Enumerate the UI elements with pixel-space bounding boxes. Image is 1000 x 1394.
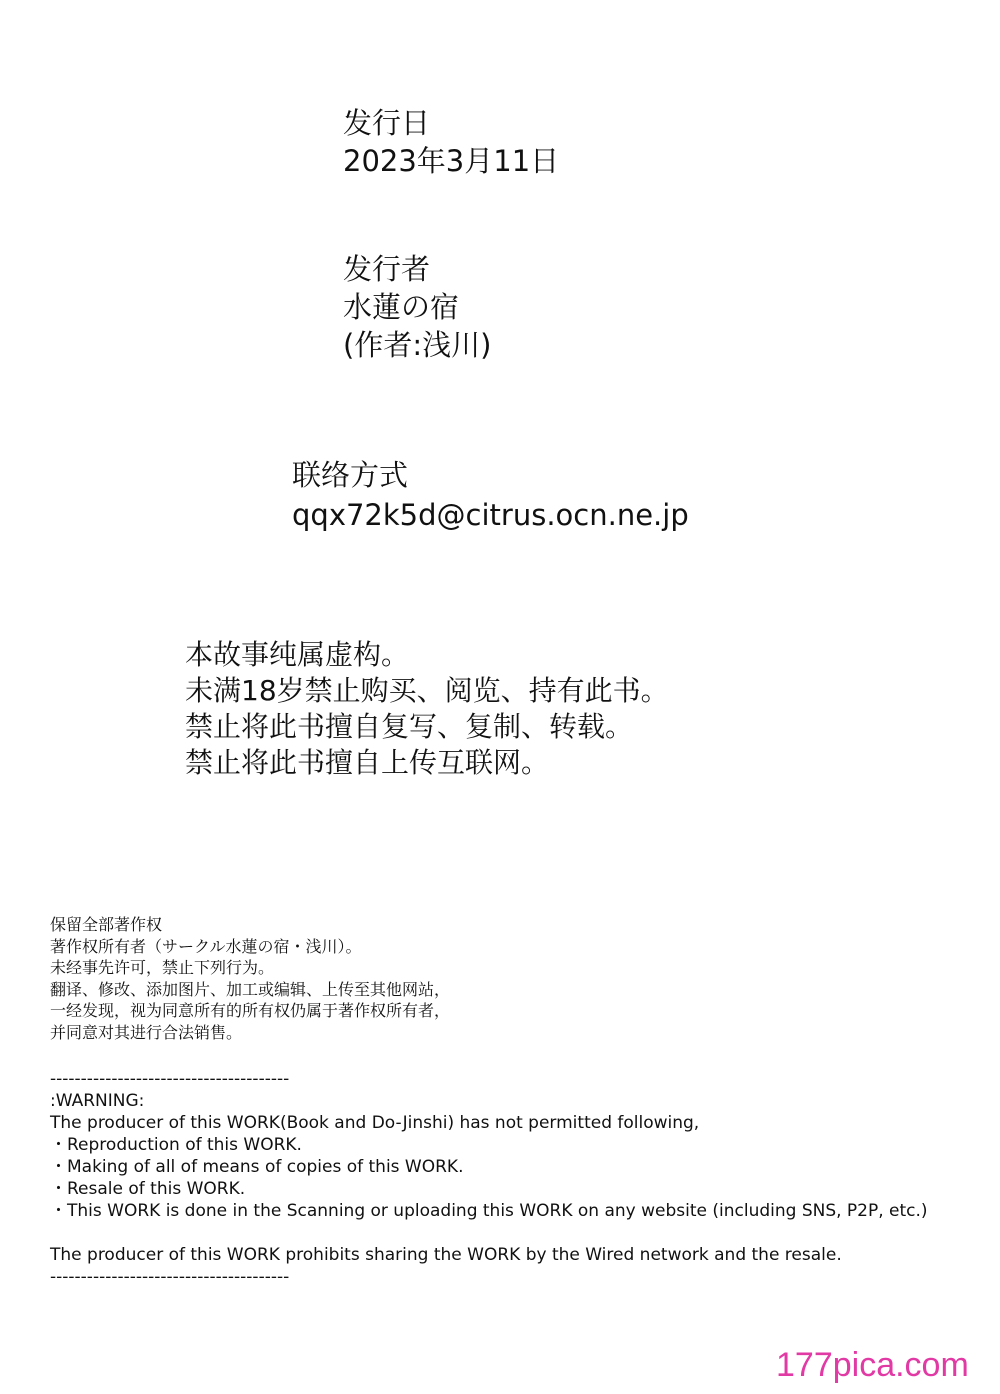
watermark-logo: 177pica.com [776, 1346, 969, 1384]
issue-date-section [343, 104, 559, 180]
issue-date-label: 发行日 [343, 106, 431, 140]
warning-item: ・Making of all of means of copies of this WORK. [50, 1157, 464, 1177]
copyright-line: 著作权所有者（サークル水蓮の宿・浅川）。 [50, 936, 362, 956]
notice-line: 禁止将此书擅自复写、复制、转载。 [185, 710, 634, 743]
publisher-label: 发行者 [343, 252, 431, 286]
copyright-line: 保留全部著作权 [50, 915, 163, 934]
warning-item: ・Reproduction of this WORK. [50, 1135, 302, 1155]
warning-divider: --------------------------------------- [50, 1069, 290, 1089]
copyright-line: 未经事先许可，禁止下列行为。 [50, 958, 275, 978]
warning-heading: :WARNING: [50, 1091, 145, 1111]
publisher-author: (作者:浅川) [343, 328, 492, 362]
notice-line: 本故事纯属虚构。 [185, 638, 410, 671]
contact-label: 联络方式 [292, 458, 409, 492]
copyright-line: 翻译、修改、添加图片、加工或编辑、上传至其他网站， [50, 979, 451, 999]
copyright-line: 并同意对其进行合法销售。 [50, 1022, 243, 1042]
warning-section [50, 1068, 928, 1288]
warning-spacer [50, 1222, 928, 1244]
contact-email: qqx72k5d@citrus.ocn.ne.jp [292, 498, 689, 532]
warning-divider-end: --------------------------------------- [50, 1267, 290, 1287]
notice-line: 禁止将此书擅自上传互联网。 [185, 746, 550, 779]
copyright-section [50, 914, 450, 1044]
warning-closing: The producer of this WORK prohibits sharing the WORK by the Wired network and the resale. [50, 1245, 842, 1265]
warning-item: ・Resale of this WORK. [50, 1179, 246, 1199]
warning-item: ・This WORK is done in the Scanning or uploading this WORK on any website (including SNS, P2P, etc.) [50, 1201, 928, 1221]
publisher-circle: 水蓮の宿 [343, 290, 460, 324]
notice-line: 未满18岁禁止购买、阅览、持有此书。 [185, 674, 669, 707]
copyright-line: 一经发现，视为同意所有的所有权仍属于著作权所有者， [50, 1001, 451, 1021]
notices-section [185, 637, 669, 781]
contact-section [292, 455, 689, 535]
warning-intro: The producer of this WORK(Book and Do-Jinshi) has not permitted following, [50, 1113, 700, 1133]
issue-date-value: 2023年3月11日 [343, 144, 560, 178]
publisher-section [343, 250, 491, 364]
